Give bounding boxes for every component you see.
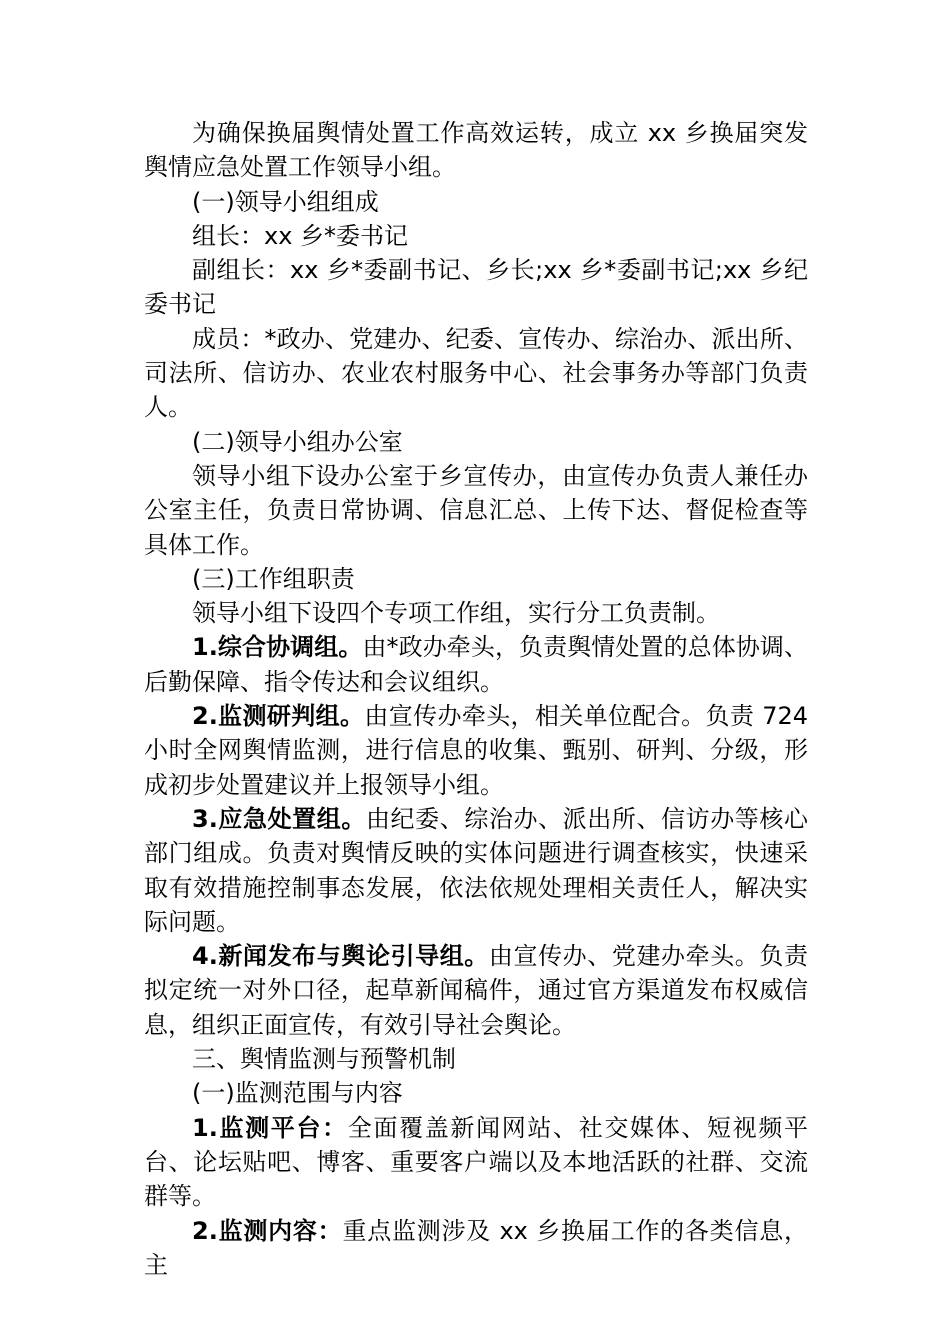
paragraph-text: 重点监测涉及 xx 乡换届工作的各类信息，主 — [144, 1216, 808, 1279]
section-heading-leadership-composition — [144, 185, 808, 219]
paragraph-text: 为确保换届舆情处置工作高效运转，成立 xx 乡换届突发舆情应急处置工作领导小组。 — [144, 119, 808, 182]
paragraph-lead: 2.监测内容： — [192, 1216, 343, 1245]
paragraph-text: 由纪委、综治办、派出所、信访办等核心部门组成。负责对舆情反映的实体问题进行调查核实，快速采取有效措施控制事态发展，依法依规处理相关责任人，解决实际问题。 — [144, 804, 808, 936]
document-body — [144, 116, 808, 1282]
paragraph-lead: 2.监测研判组。 — [192, 702, 365, 731]
paragraph-monitoring-platforms — [144, 1111, 808, 1214]
paragraph-text: 副组长：xx 乡*委副书记、乡长;xx 乡*委副书记;xx 乡纪委书记 — [144, 256, 808, 319]
paragraph-members — [144, 322, 808, 425]
section-heading-working-groups — [144, 562, 808, 596]
section-heading-monitoring-mechanism — [144, 1042, 808, 1076]
paragraph-text: (三)工作组职责 — [192, 564, 355, 593]
paragraph-text: 由宣传办、党建办牵头。负责拟定统一对外口径，起草新闻稿件，通过官方渠道发布权威信息，组织正面宣传，有效引导社会舆论。 — [144, 942, 808, 1039]
paragraph-group-leader — [144, 219, 808, 253]
paragraph-coordination-group — [144, 630, 808, 699]
paragraph-text: 三、舆情监测与预警机制 — [192, 1045, 456, 1074]
paragraph-text: 领导小组下设办公室于乡宣传办，由宣传办负责人兼任办公室主任，负责日常协调、信息汇总、上传下达、督促检查等具体工作。 — [144, 461, 808, 559]
paragraph-monitoring-group — [144, 699, 808, 802]
paragraph-deputy-leader — [144, 253, 808, 322]
paragraph-text: 由宣传办牵头，相关单位配合。负责 724 小时全网舆情监测，进行信息的收集、甄别、研判、分级，形成初步处置建议并上报领导小组。 — [144, 702, 808, 799]
paragraph-text: 由*政办牵头，负责舆情处置的总体协调、后勤保障、指令传达和会议组织。 — [144, 633, 808, 696]
paragraph-text: 全面覆盖新闻网站、社交媒体、短视频平台、论坛贴吧、博客、重要客户端以及本地活跃的社群、交流群等。 — [144, 1113, 808, 1211]
paragraph-text: 成员：*政办、党建办、纪委、宣传办、综治办、派出所、司法所、信访办、农业农村服务中心、社会事务办等部门负责人。 — [144, 324, 808, 422]
section-heading-monitoring-scope — [144, 1076, 808, 1110]
paragraph-emergency-group — [144, 802, 808, 939]
paragraph-monitoring-content — [144, 1214, 808, 1283]
paragraph-lead: 3.应急处置组。 — [192, 804, 366, 833]
paragraph-working-groups-intro — [144, 596, 808, 630]
paragraph-text: (二)领导小组办公室 — [192, 427, 403, 456]
paragraph-text: 领导小组下设四个专项工作组，实行分工负责制。 — [192, 599, 720, 628]
paragraph-lead: 4.新闻发布与舆论引导组。 — [192, 942, 489, 971]
paragraph-press-group — [144, 939, 808, 1042]
section-heading-office — [144, 425, 808, 459]
paragraph-text: (一)监测范围与内容 — [192, 1079, 403, 1108]
paragraph-text: 组长：xx 乡*委书记 — [192, 221, 409, 250]
paragraph-lead: 1.监测平台： — [192, 1113, 348, 1142]
paragraph-lead: 1.综合协调组。 — [192, 633, 363, 662]
paragraph-office-duties — [144, 459, 808, 562]
paragraph-text: (一)领导小组组成 — [192, 187, 379, 216]
paragraph-intro — [144, 116, 808, 185]
